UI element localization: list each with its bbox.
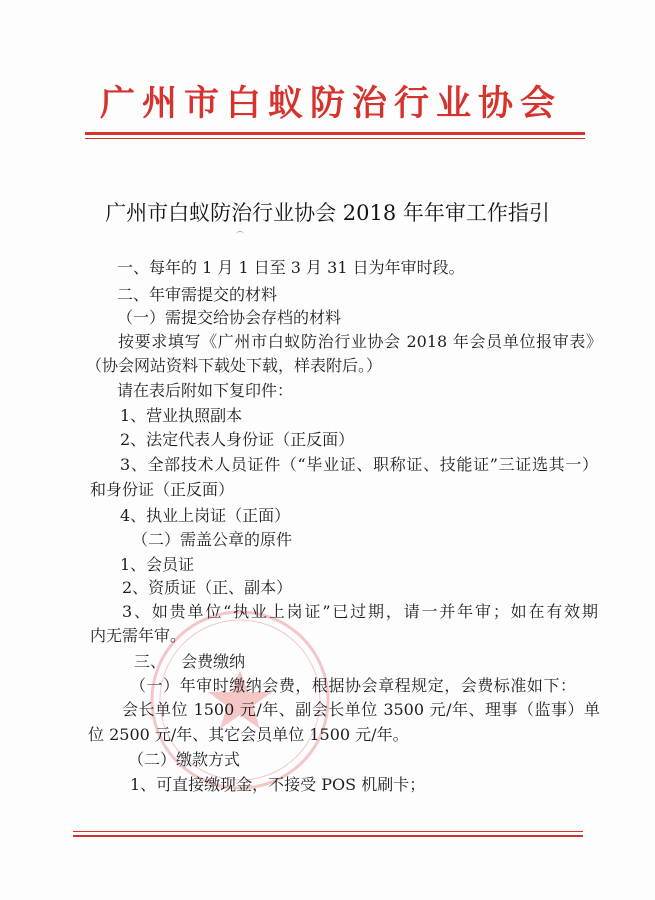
body-line: 位 2500 元/年、其它会员单位 1500 元/年。 [88, 725, 409, 744]
body-line: 2、法定代表人身份证（正反面） [120, 430, 355, 449]
body-line: 按要求填写《广州市白蚁防治行业协会 2018 年会员单位报审表》 [118, 332, 602, 351]
body-line: 3、如贵单位“执业上岗证”已过期，请一并年审；如在有效期 [122, 602, 598, 621]
body-line: （协会网站资料下载处下载，样表附后。） [86, 356, 383, 375]
body-line: 请在表后附如下复印件： [117, 381, 294, 400]
body-line: 1、会员证 [120, 555, 195, 574]
body-line: （二）缴款方式 [128, 750, 241, 769]
footer-rule-thin [73, 831, 583, 832]
body-line: 内无需年审。 [90, 626, 187, 645]
body-line: 3、全部技术人员证件（“毕业证、职称证、技能证”三证选其一） [120, 455, 598, 474]
body-line: 会长单位 1500 元/年、副会长单位 3500 元/年、理事（监事）单 [122, 700, 600, 719]
footer-rule-thick [73, 835, 583, 837]
body-line: 1、可直接缴现金，不接受 POS 机刷卡； [130, 775, 426, 794]
scan-mark [236, 231, 244, 238]
body-line: 一、每年的 1 月 1 日至 3 月 31 日为年审时段。 [117, 258, 465, 277]
letterhead-rule-thick [85, 132, 585, 135]
body-line: 1、营业执照副本 [120, 406, 243, 425]
letterhead-rule-thin [85, 138, 585, 139]
body-line: 和身份证（正反面） [90, 480, 235, 499]
document-title: 广州市白蚁防治行业协会 2018 年年审工作指引 [105, 201, 550, 225]
body-line: （二）需盖公章的原件 [132, 530, 293, 549]
body-line: （一）年审时缴纳会费，根据协会章程规定，会费标准如下： [130, 676, 576, 695]
body-line: 三、 会费缴纳 [134, 652, 246, 671]
body-line: 2、资质证（正、副本） [122, 578, 293, 597]
body-line: 二、年审需提交的材料 [117, 285, 278, 304]
letterhead-org-name: 广州市白蚁防治行业协会 [99, 83, 562, 124]
body-line: （一）需提交给协会存档的材料 [117, 308, 342, 327]
body-line: 4、执业上岗证（正面） [120, 506, 291, 525]
